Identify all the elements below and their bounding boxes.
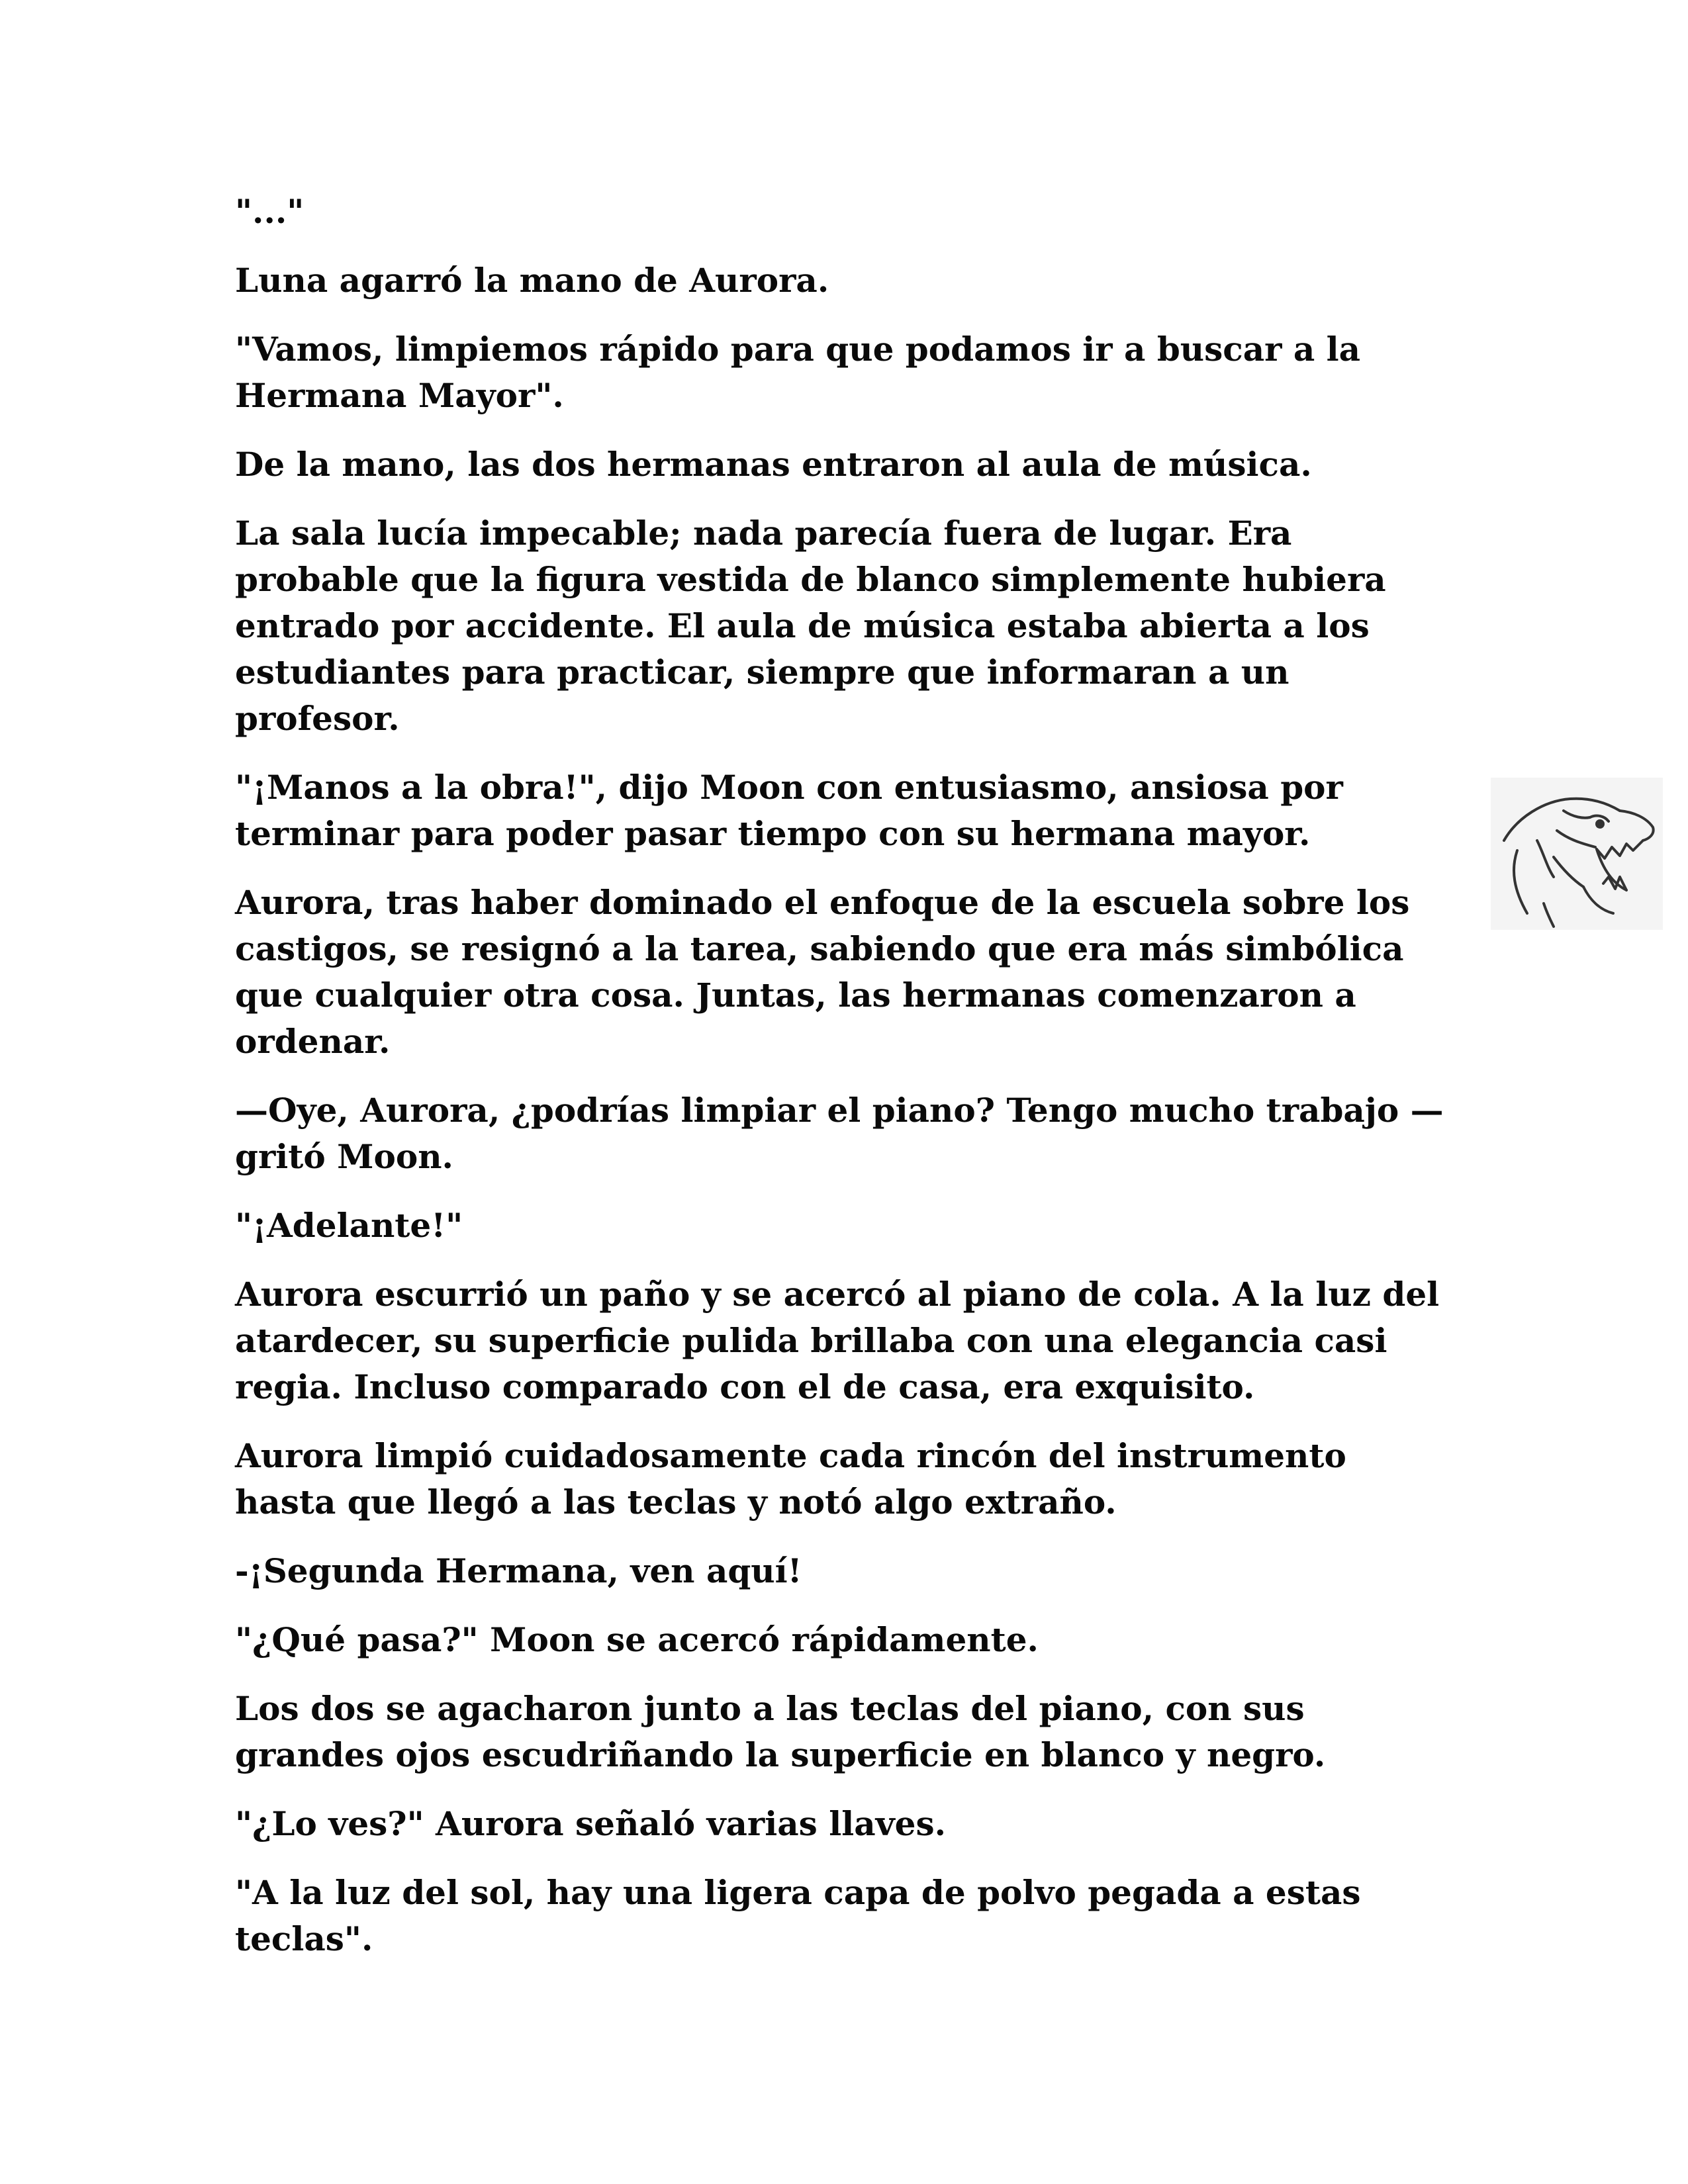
paragraph-agacharon: Los dos se agacharon junto a las teclas del piano, con sus grandes ojos escudriñando la superficie en blanco y negro. <box>235 1689 1326 1774</box>
paragraph-sala-impecable: La sala lucía impecable; nada parecía fuera de lugar. Era probable que la figura vestida de blanco simplemente hubiera entrado por accidente. El aula de música estaba abierta a los estudiantes para practicar, siempre que informaran a un profesor. <box>235 514 1386 738</box>
paragraph-oye-aurora: —Oye, Aurora, ¿podrías limpiar el piano? Tengo mucho trabajo —gritó Moon. <box>235 1091 1444 1176</box>
body-text <box>235 189 1453 1985</box>
paragraph-vamos: "Vamos, limpiemos rápido para que podamos ir a buscar a la Hermana Mayor". <box>235 330 1361 415</box>
paragraph-luz-sol: "A la luz del sol, hay una ligera capa de polvo pegada a estas teclas". <box>235 1873 1361 1958</box>
paragraph-manos-obra: "¡Manos a la obra!", dijo Moon con entusiasmo, ansiosa por terminar para poder pasar tiempo con su hermana mayor. <box>235 768 1343 853</box>
paragraph-piano-cola: Aurora escurrió un paño y se acercó al piano de cola. A la luz del atardecer, su superficie pulida brillaba con una elegancia casi regia. Incluso comparado con el de casa, era exquisito. <box>235 1275 1440 1406</box>
dinosaur-head-sketch-icon <box>1491 778 1663 930</box>
paragraph-segunda-hermana: -¡Segunda Hermana, ven aquí! <box>235 1551 802 1590</box>
paragraph-que-pasa: "¿Qué pasa?" Moon se acercó rápidamente. <box>235 1620 1039 1659</box>
paragraph-lo-ves: "¿Lo ves?" Aurora señaló varias llaves. <box>235 1804 947 1843</box>
paragraph-luna-hand: Luna agarró la mano de Aurora. <box>235 261 829 300</box>
paragraph-ellipsis: "..." <box>235 192 305 231</box>
paragraph-limpio-instrumento: Aurora limpió cuidadosamente cada rincón del instrumento hasta que llegó a las teclas y notó algo extraño. <box>235 1436 1346 1522</box>
paragraph-adelante: "¡Adelante!" <box>235 1206 463 1245</box>
paragraph-aurora-castigos: Aurora, tras haber dominado el enfoque de la escuela sobre los castigos, se resignó a la tarea, sabiendo que era más simbólica que cualquier otra cosa. Juntas, las hermanas comenzaron a ordenar. <box>235 883 1410 1061</box>
paragraph-de-la-mano: De la mano, las dos hermanas entraron al aula de música. <box>235 445 1312 484</box>
